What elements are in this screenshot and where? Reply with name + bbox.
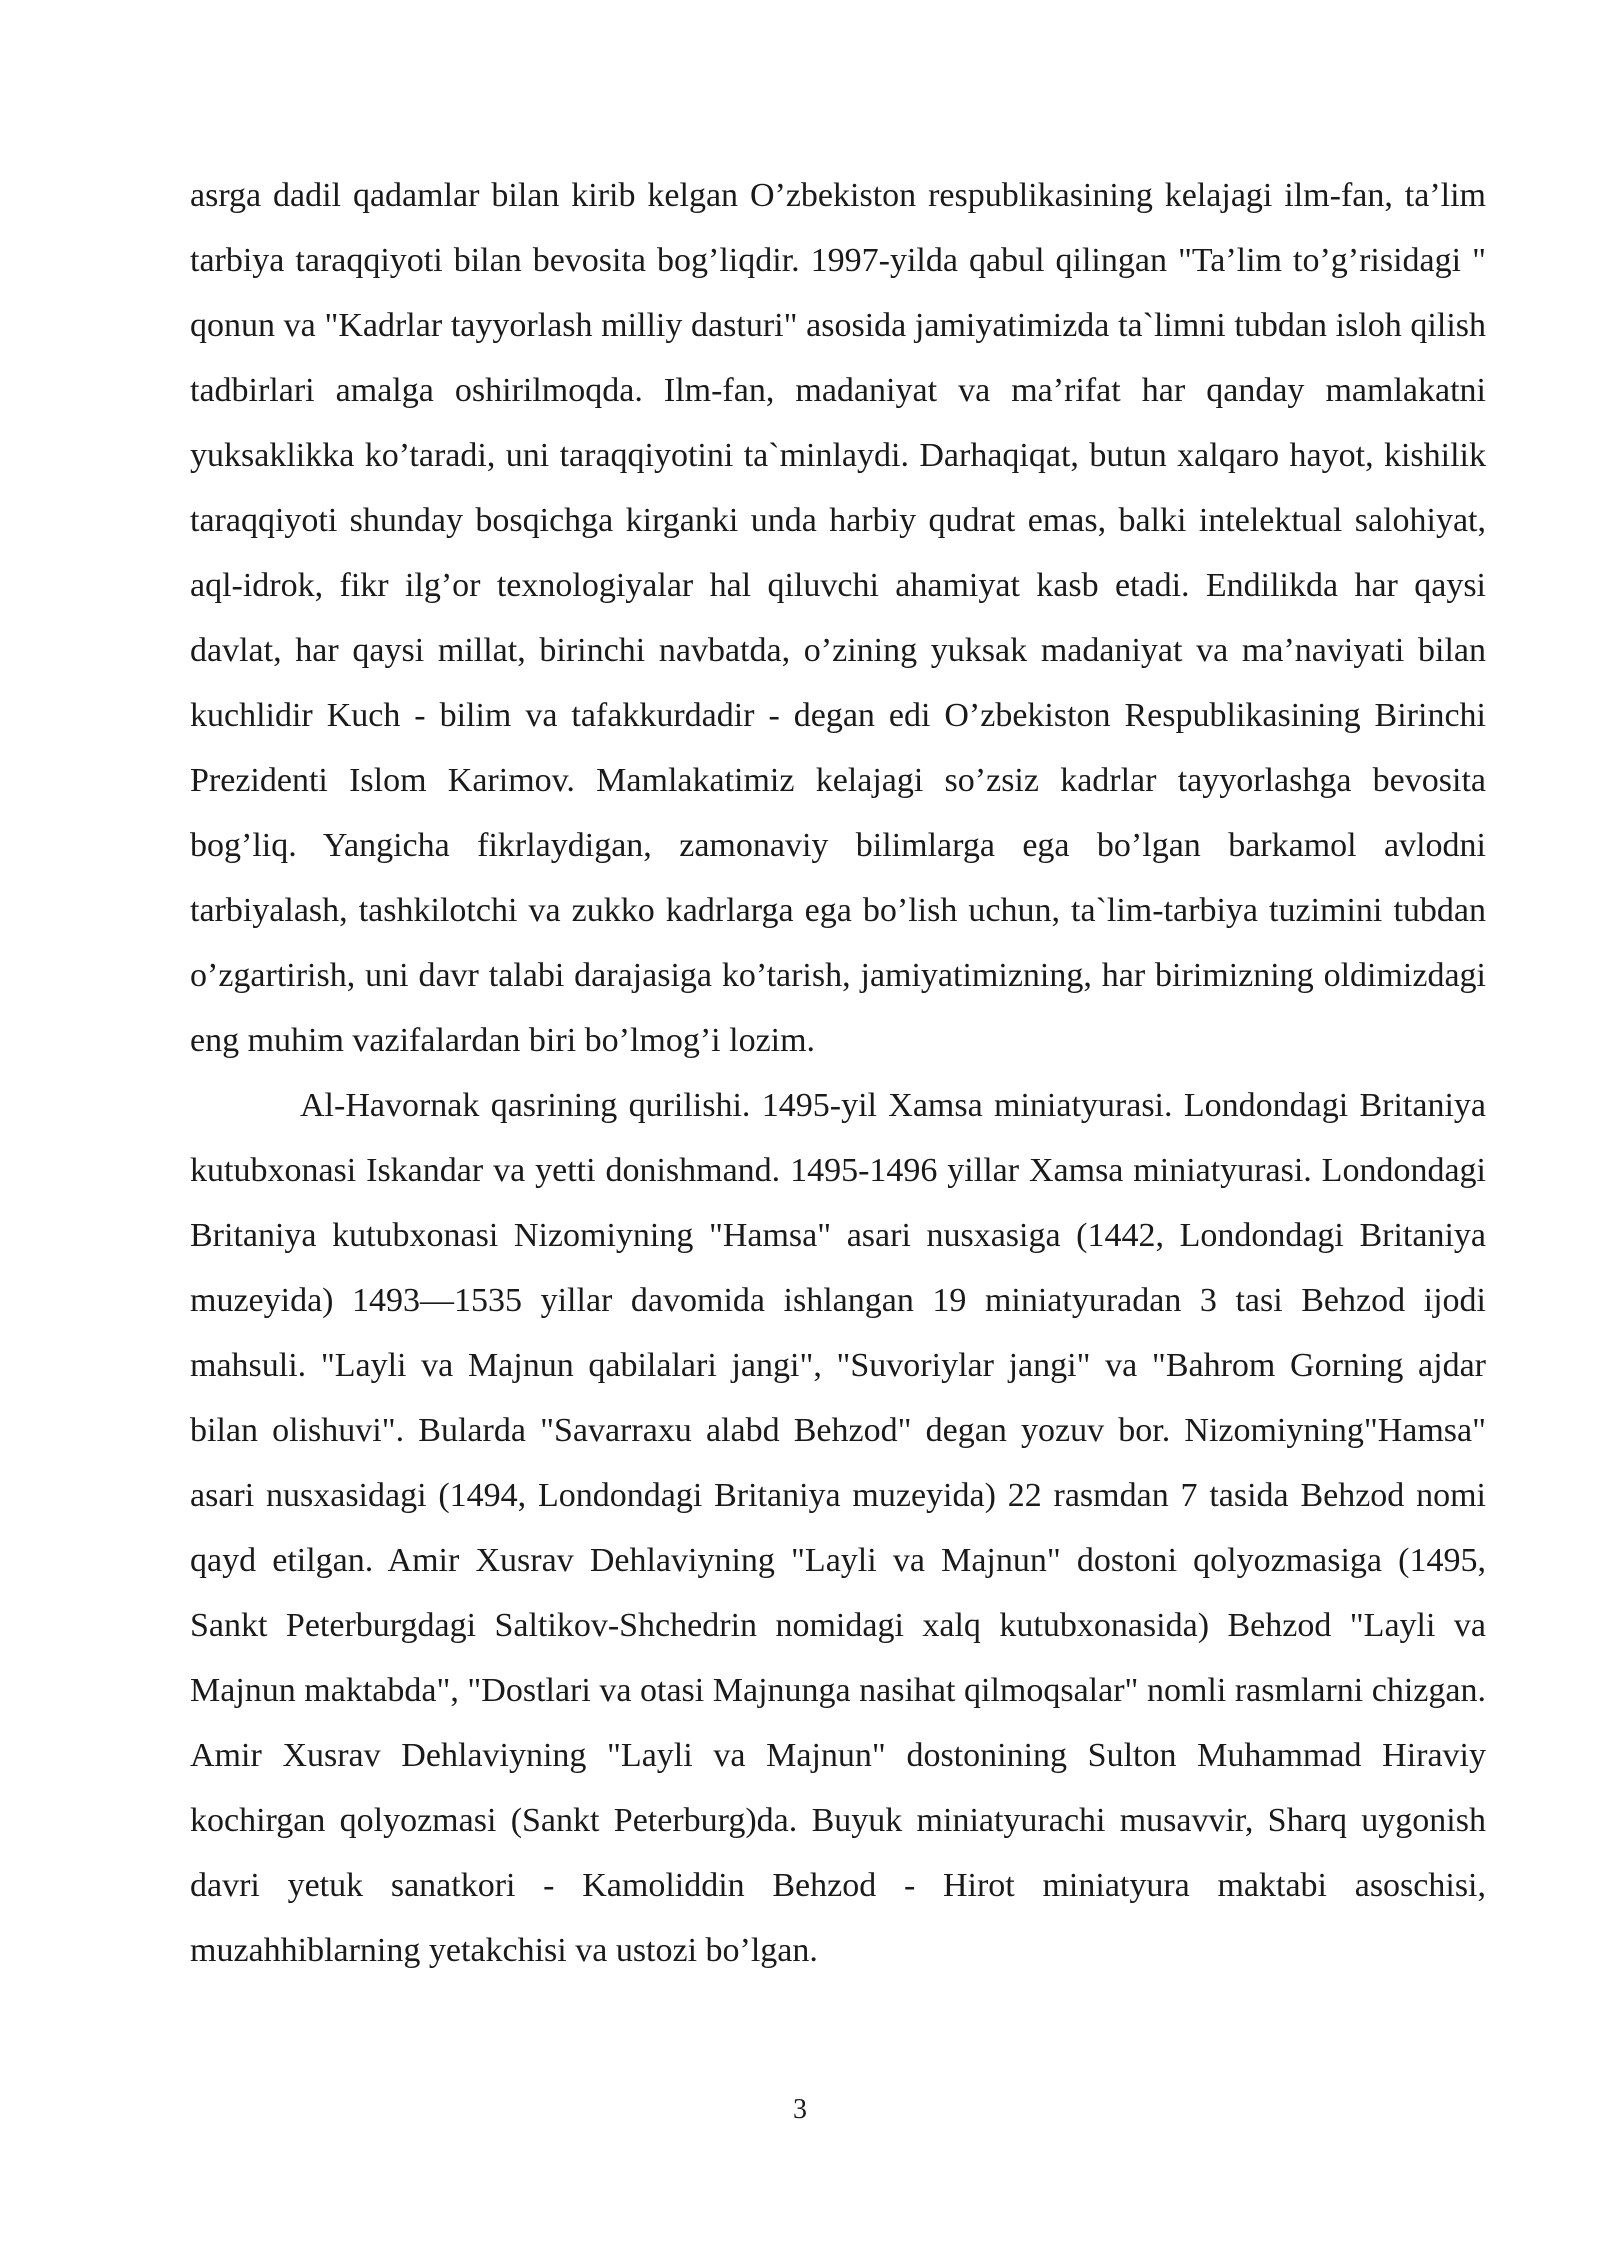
body-text — [190, 163, 1486, 1983]
page-number: 3 — [793, 2094, 807, 2125]
paragraph-2: Al-Havornak qasrining qurilishi. 1495-yil Xamsa miniatyurasi. Londondagi Britaniya kutubxonasi Iskandar va yetti donishmand. 1495-1496 yillar Xamsa miniatyurasi. Londondagi Britaniya kutubxonasi Nizomiyning "Hamsa" asari nusxasiga (1442, Londondagi Britaniya muzeyida) 1493—1535 yillar davomida ishlangan 19 miniatyuradan 3 tasi Behzod ijodi mahsuli. "Layli va Majnun qabilalari jangi", "Suvoriylar jangi" va "Bahrom Gorning ajdar bilan olishuvi". Bularda "Savarraxu alabd Behzod" degan yozuv bor. Nizomiyning"Hamsa" asari nusxasidagi (1494, Londondagi Britaniya muzeyida) 22 rasmdan 7 tasida Behzod nomi qayd etilgan. Amir Xusrav Dehlaviyning "Layli va Majnun" dostoni qolyozmasiga (1495, Sankt Peterburgdagi Saltikov-Shchedrin nomidagi xalq kutubxonasida) Behzod "Layli va Majnun maktabda", "Dostlari va otasi Majnunga nasihat qilmoqsalar" nomli rasmlarni chizgan. Amir Xusrav Dehlaviyning "Layli va Majnun" dostonining Sulton Muhammad Hiraviy kochirgan qolyozmasi (Sankt Peterburg)da. Buyuk miniatyurachi musavvir, Sharq uygonish davri yetuk sanatkori - Kamoliddin Behzod - Hirot miniatyura maktabi asoschisi, muzahhiblarning yetakchisi va ustozi bo’lgan. — [190, 1087, 1486, 1969]
paragraph-1: asrga dadil qadamlar bilan kirib kelgan O’zbekiston respublikasining kelajagi ilm-fan, ta’lim tarbiya taraqqiyoti bilan bevosita bog’liqdir. 1997-yilda qabul qilingan "Ta’lim to’g’risidagi " qonun va "Kadrlar tayyorlash milliy dasturi" asosida jamiyatimizda ta`limni tubdan isloh qilish tadbirlari amalga oshirilmoqda. Ilm-fan, madaniyat va ma’rifat har qanday mamlakatni yuksaklikka ko’taradi, uni taraqqiyotini ta`minlaydi. Darhaqiqat, butun xalqaro hayot, kishilik taraqqiyoti shunday bosqichga kirganki unda harbiy qudrat emas, balki intelektual salohiyat, aql-idrok, fikr ilg’or texnologiyalar hal qiluvchi ahamiyat kasb etadi. Endilikda har qaysi davlat, har qaysi millat, birinchi navbatda, o’zining yuksak madaniyat va ma’naviyati bilan kuchlidir Kuch - bilim va tafakkurdadir - degan edi O’zbekiston Respublikasining Birinchi Prezidenti Islom Karimov. Mamlakatimiz kelajagi so’zsiz kadrlar tayyorlashga bevosita bog’liq. Yangicha fikrlaydigan, zamonaviy bilimlarga ega bo’lgan barkamol avlodni tarbiyalash, tashkilotchi va zukko kadrlarga ega bo’lish uchun, ta`lim-tarbiya tuzimini tubdan o’zgartirish, uni davr talabi darajasiga ko’tarish, jamiyatimizning, har birimizning oldimizdagi eng muhim vazifalardan biri bo’lmog’i lozim. — [190, 177, 1486, 1059]
